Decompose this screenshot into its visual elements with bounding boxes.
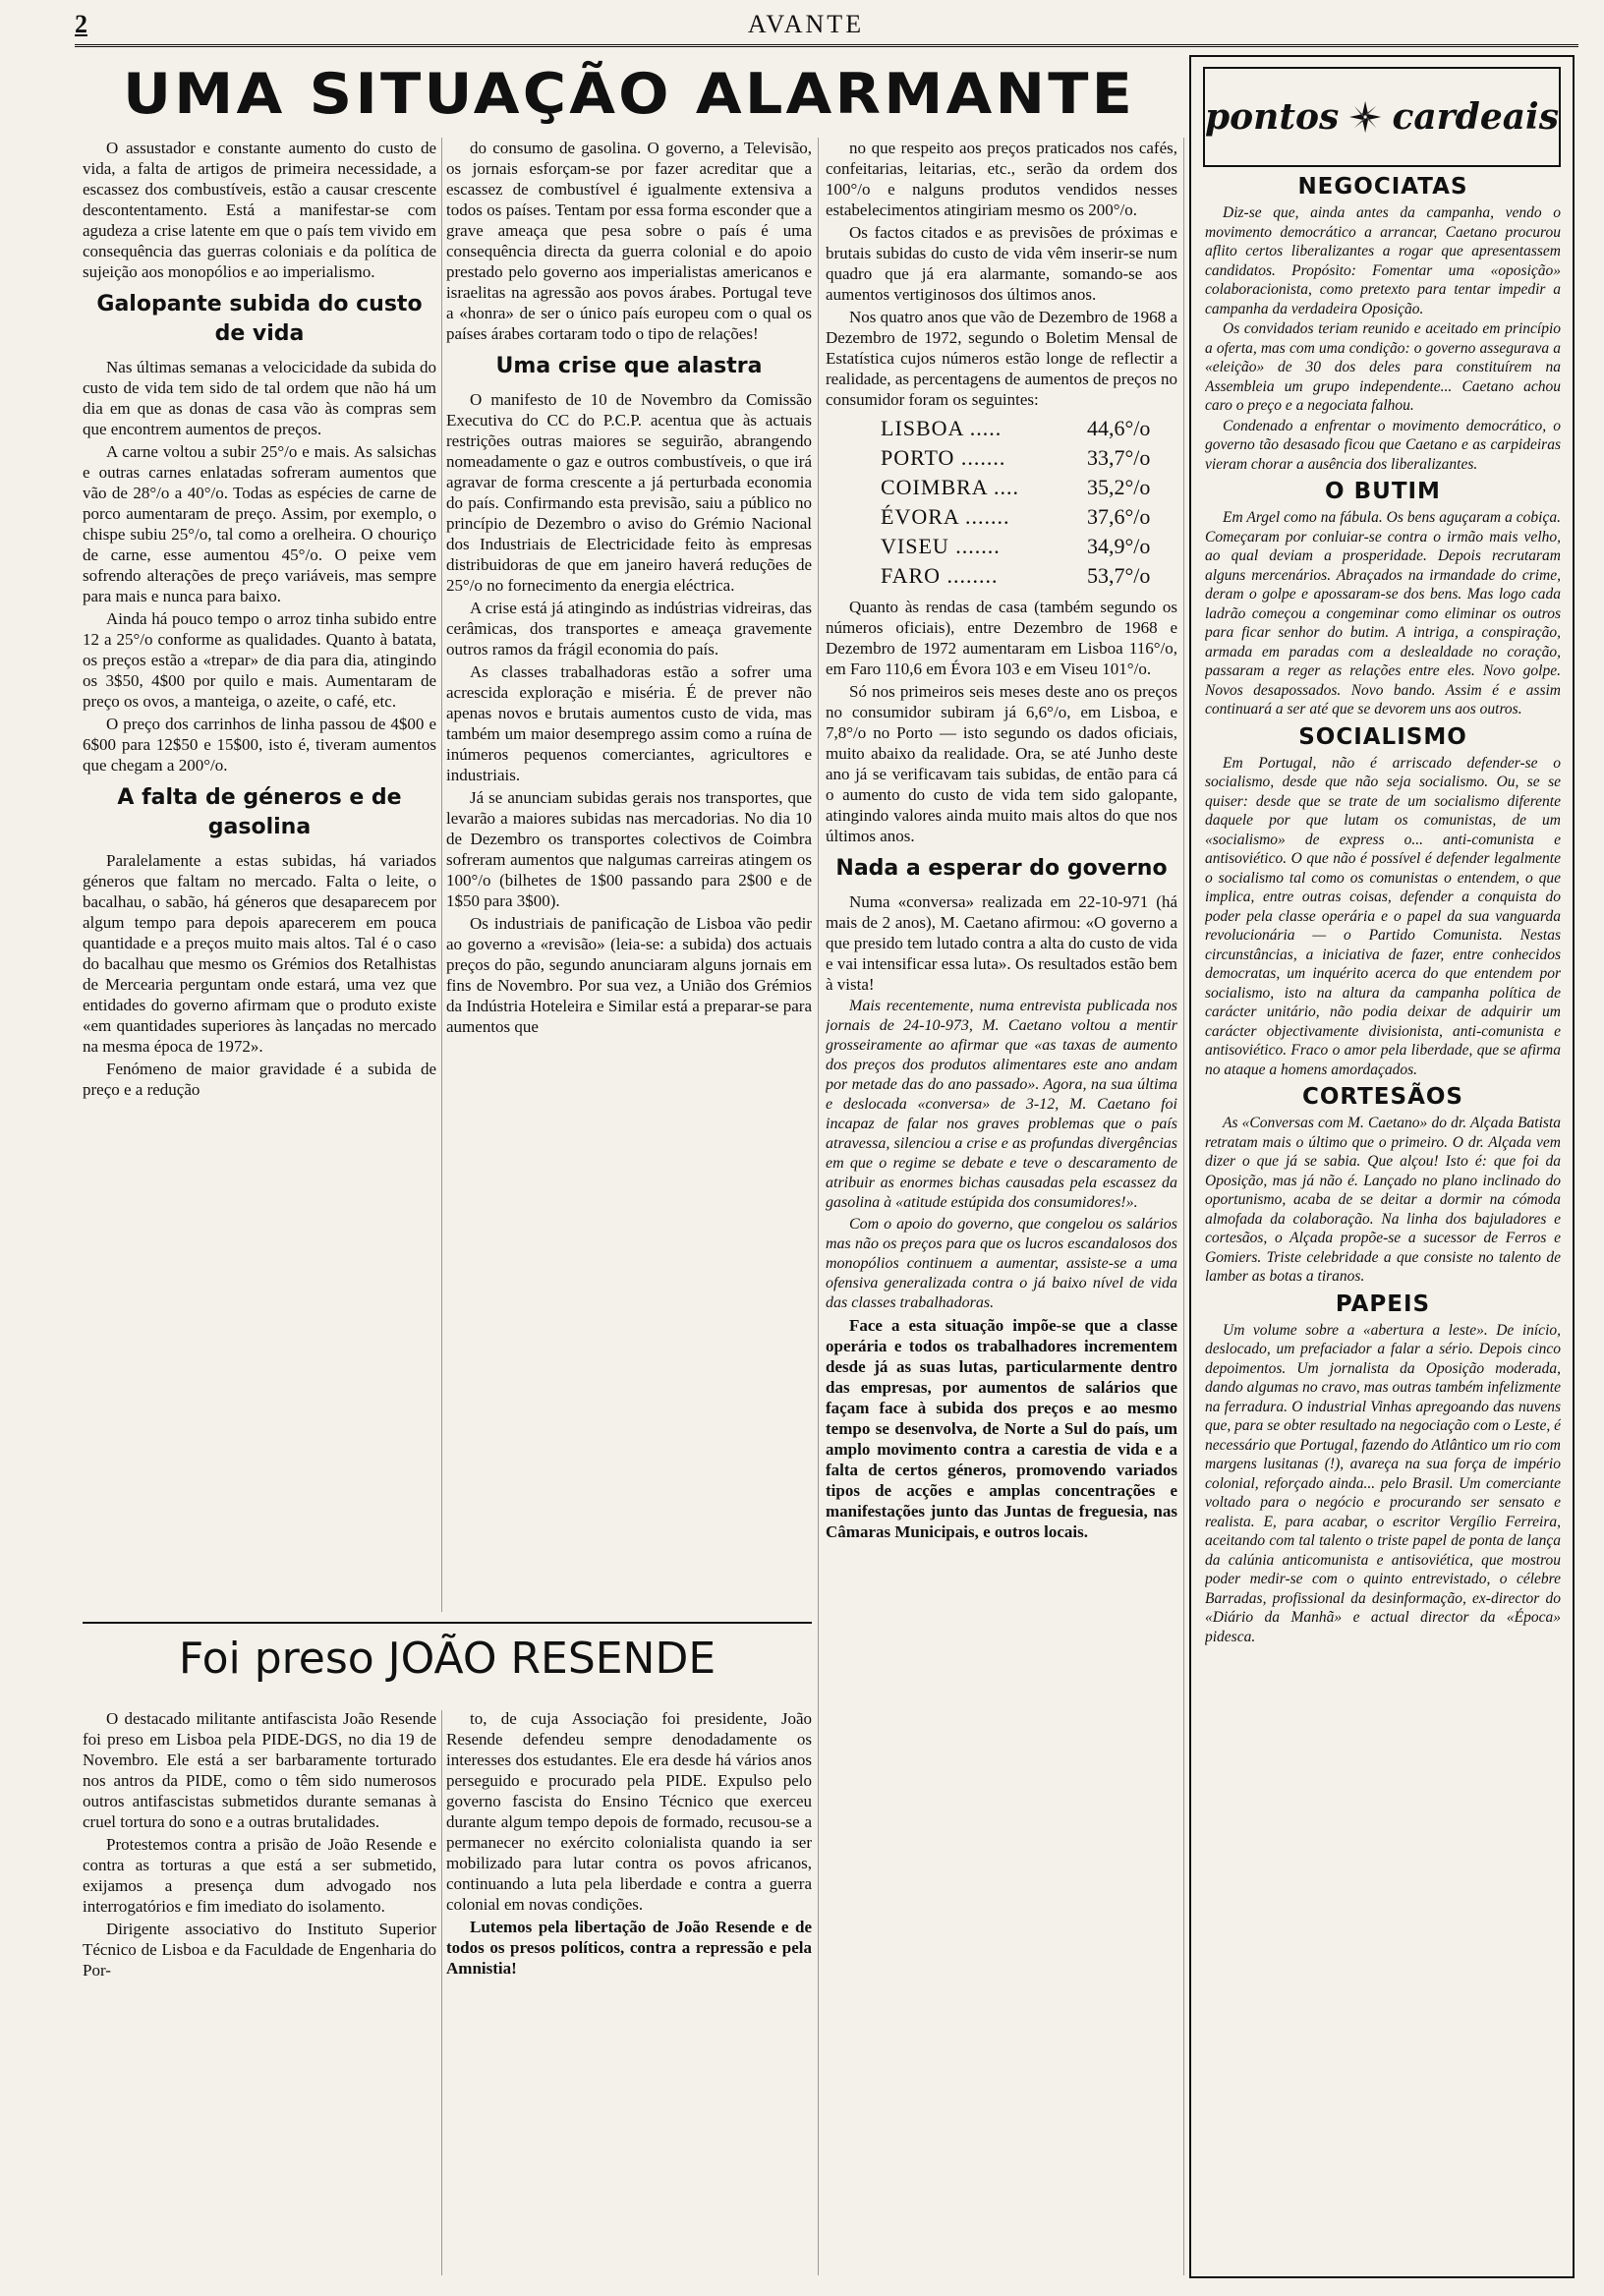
price-city: PORTO ....... [881,445,1006,470]
pontos-paragraph: Um volume sobre a «abertura a leste». De início, deslocado, um prefaciador a falar a sério. Depois cinco depoimentos. Um jornalista da Oposição moderada, dando algumas no cravo, mas outras também infelizmente na ferradura. O industrial Vinhas apregoando das nuvens que, para se obter resultado na negociação com o Leste, é necessário que Portugal, fazendo do Atlântico um rio com margens lusitanas (!), avareça na sua força de império colonial, reforçado ainda... pelo Brasil. Um comerciante voltado para o negócio e procurando ser sensato e realista. E, para acabar, o escritor Vergílio Ferreira, aceitando com tal talento o triste papel de ponta de lança da calúnia anticomunista e antisoviética, que mostrou poder medir-se com o quinto entrevistado, o célebre Barradas, profissional da desinformação, ex-director do «Diário da Manhã» e actual director da «Época» pidesca. [1205,1321,1561,1645]
price-increase-table [881,414,1177,591]
resende-col1-paragraph-1: Protestemos contra a prisão de João Resende e contra as torturas a que está a ser submetido, exijamos a presença dum advogado nos interrogatórios e fim imediato do isolamento. [83,1835,436,1916]
pontos-paragraph: As «Conversas com M. Caetano» do dr. Alçada Batista retratam mais o último que o primeiro. O dr. Alçada vem dizer o que já se sabia. Que alçou! Isto é: que foi da Oposição, mas já não é. Lançado no plano inclinado do oportunismo, acaba de se deitar a dormir na cómoda almofada da colaboração. Na linha dos bajuladores e cortesãos, o Alçada propõe-se a sucessor de Ferros e Gomiers. Triste celebridade a que consiste no talento de lamber as botas a tiranos. [1205,1115,1561,1285]
main-col-2 [446,138,812,1617]
logo-word-right: cardeais [1392,96,1559,138]
pontos-paragraph: Em Portugal, não é arriscado defender-se o socialismo, desde que não seja socialismo. Ou, se se quiser: desde que se trate de um socialismo diferente daquele por que lutam os comunistas, de um «socialismo» de express o... anti-comunista e antisoviético. O que não é possível é defender legalmente o socialismo tal como os comunistas o entendem, o que implica, entre outras coisas, defender a conquista do poder pela classe operária e o papel da sua vanguarda revolucionária — o Partido Comunista. Nestas circunstâncias, a iniciativa de fazer, entre conhecidos democratas, um inquérito acerca do que entendem por socialismo, isto na altura da campanha política de carácter unitário, não podia deixar de adquirir um carácter objectivamente divisionista, anti-comunista e antisoviético. Fraco o amor pela liberdade, que se afirma no ataque a homens amordaçados. [1205,754,1561,1078]
main-col2-paragraph-4: As classes trabalhadoras estão a sofrer uma acrescida exploração e miséria. É de prever não apenas novos e brutais aumentos custo de vida, mas também um maior desemprego assim como a ruína de inúmeros pequenos comerciantes, agricultores e industriais. [446,662,812,784]
main-col2-paragraph-2: O manifesto de 10 de Novembro da Comissão Executiva do CC do P.C.P. acentua que às actuais restrições outras maiores se seguirão, abrangendo nomeadamente o gaz e outros combustíveis, o que irá agravar de forma crescente a já perturbada economia do país. Confirmando esta previsão, saiu a público no princípio de Dezembro o aviso do Grémio Nacional dos Industriais de Electricidade feito às empresas distribuidoras de que em janeiro haverá reduções de 25°/o no fornecimento da energia eléctrica. [446,390,812,595]
main-col3-paragraph-0: no que respeito aos preços praticados nos cafés, confeitarias, leitarias, etc., serão da ordem dos 100°/o e nalguns produtos vendidos nesses estabelecimentos atingiriam mesmo os 200°/o. [826,139,1177,219]
main-col2-paragraph-5: Já se anunciam subidas gerais nos transportes, que levarão a maiores subidas nas mercadorias. No dia 10 de Dezembro os transportes colectivos de Coimbra sofreram aumentos que nalgumas carreiras atingem os 100°/o (bilhetes de 1$00 passando para 2$00 e de 1$50 para 3$00). [446,788,812,910]
logo-word-left: pontos [1205,96,1340,138]
main-col1-paragraph-5: O preço dos carrinhos de linha passou de 4$00 e 6$00 para 12$50 e 15$00, isto é, tiveram aumentos que chegam a 200°/o. [83,715,436,775]
main-col1-paragraph-2: Nas últimas semanas a velocicidade da subida do custo de vida tem sido de tal ordem que não há um dia em que as donas de casa vão às compras sem que encontrem aumentos de preços. [83,358,436,438]
resende-col2-paragraph-1: Lutemos pela libertação de João Resende e de todos os presos políticos, contra a repressão e pela Amnistia! [446,1918,812,1978]
main-col3b-paragraph-1: Só nos primeiros seis meses deste ano os preços no consumidor subiram já 6,6°/o, em Lisboa, e 7,8°/o no Porto — isto segundo os dados oficiais, muito abaixo da realidade. Ora, se até Junho deste ano já se verificavam tais subidas, de então para cá o aumento do custo de vida tem sido galopante, atingindo valores ainda muito mais altos do que nos últimos anos. [826,682,1177,845]
main-col3b-subheading-2: Nada a esperar do governo [835,856,1168,881]
pontos-section-title-cortesãos: CORTESÃOS [1302,1084,1463,1110]
price-pct: 44,6°/o [1087,416,1151,440]
main-col1-paragraph-3: A carne voltou a subir 25°/o e mais. As salsichas e outras carnes enlatadas sofreram aumentos que vão de 28°/o a 40°/o. Todas as espécies de carne de porco aumentaram de preço. Assim, por exemplo, o chispe subiu 25°/o, tal como a orelheira. O chouriço de carne, esse aumentou 45°/o. O peixe vem sofrendo alterações de preço variáveis, mas sempre para mais e nunca para baixo. [83,442,436,605]
main-col-3 [826,138,1177,2280]
call-to-action: Face a esta situação impõe-se que a classe operária e todos os trabalhadores incrementem desde já as suas lutas, particularmente dentro das empresas, por aumentos de salários que façam face à subida dos preços e ao mesmo tempo se desenvolva, de Norte a Sul do país, um amplo movimento contra a carestia de vida e a falta de certos géneros, promovendo variados tipos de acções e amplas concentrações e manifestações junto das Juntas de freguesia, nas Câmaras Municipais, e outros locais. [826,1316,1177,1541]
main-col2-subheading-1: Uma crise que alastra [495,354,763,378]
main-col1-paragraph-8: Fenómeno de maior gravidade é a subida de preço e a redução [83,1060,436,1099]
pontos-paragraph: Condenado a enfrentar o movimento democrático, o governo tão desasado ficou que Caetano e as carpideiras vieram chorar a ausência dos liberalizantes. [1205,417,1561,473]
price-row [881,473,1175,502]
pontos-content [1205,169,1561,2272]
pontos-cardeais-box [1189,55,1575,2278]
price-city: ÉVORA ....... [881,504,1010,529]
price-pct: 33,7°/o [1087,445,1151,470]
main-col1-subheading-6: A falta de géneros e de gasolina [117,785,402,839]
main-col1-subheading-1: Galopante subida do custo de vida [96,292,423,346]
main-col2-paragraph-3: A crise está já atingindo as indústrias vidreiras, das cerâmicas, dos transportes e ameaça gravemente outros ramos da frágil economia do país. [446,599,812,659]
price-pct: 53,7°/o [1087,563,1151,588]
main-headline: UMA SITUAÇÃO ALARMANTE [122,62,1136,127]
main-col3b-paragraph-3: Numa «conversa» realizada em 22-10-971 (há mais de 2 anos), M. Caetano afirmou: «O governo a que presido tem lutado contra a alta do custo de vida e vai intensificar essa luta». Os resultados estão bem à vista! [826,892,1177,994]
col-divider-2 [818,138,819,2275]
caetano-italic-2: Com o apoio do governo, que congelou os salários mas não os preços para que os lucros escandalosos dos monopólios continuem a aumentar, assiste-se a uma ofensiva generalizada contra o já baixo nível de vida das classes trabalhadoras. [826,1216,1177,1311]
main-col3-paragraph-1: Os factos citados e as previsões de próximas e brutais subidas do custo de vida vêm inserir-se num quadro que já era alarmante, somando-se aos aumentos vertiginosos dos últimos anos. [826,223,1177,304]
pontos-section-title-papeis: PAPEIS [1335,1291,1431,1317]
price-pct: 37,6°/o [1087,504,1151,529]
resende-col2-paragraph-0: to, de cuja Associação foi presidente, João Resende defendeu sempre denodadamente os interesses dos estudantes. Ele era desde há vários anos perseguido e procurado pela PIDE. Expulso pelo governo fascista do Ensino Técnico que exerceu durante algum tempo depois de formado, recusou-se a permanecer no exército colonialista quando ia ser mobilizado para lutar contra os povos africanos, continuando a luta pela liberdade e contra a guerra colonial em novas condições. [446,1709,812,1914]
col-divider-3 [1183,138,1184,2275]
resende-col1-paragraph-2: Dirigente associativo do Instituto Superior Técnico de Lisboa e da Faculdade de Engenharia do Por- [83,1920,436,1980]
price-row [881,532,1175,561]
pontos-section-title-negociatas: NEGOCIATAS [1297,174,1468,200]
caetano-italic: Mais recentemente, numa entrevista publicada nos jornais de 24-10-973, M. Caetano voltou a mentir grosseiramente ao afirmar que «as taxas de aumento dos preços dos produtos alimentares este ano andam por metade das do ano passado». Agora, na sua última e deslocada «conversa» de 3-12, M. Caetano foi incapaz de falar nos graves problemas que o país atravessa, silenciou a crise e as profundas divergências em que o regime se debate e teve o descaramento de atribuir as enormes bichas causadas pela escassez da gasolina à «atitude estúpida dos consumidores!». [826,998,1177,1211]
resende-col-1 [83,1708,436,2283]
resende-col1-paragraph-0: O destacado militante antifascista João Resende foi preso em Lisboa pela PIDE-DGS, no dia 19 de Novembro. Ele está a ser barbaramente torturado nos antros da PIDE, como o têm sido numerosos outros antifascistas submetidos durante semanas à cruel tortura do sono e a outras brutalidades. [83,1709,436,1831]
main-col1-paragraph-0: O assustador e constante aumento do custo de vida, a falta de artigos de primeira necessidade, a escassez dos combustíveis, estão a causar crescente descontentamento. Está a manifestar-se com agudeza a crise latente em que o país tem vivido em consequência das guerras coloniais e da política de sujeição aos monopólios e ao imperialismo. [83,139,436,281]
price-city: COIMBRA .... [881,475,1019,499]
resende-col-2 [446,1708,812,2283]
pontos-section-title-o butim: O BUTIM [1325,479,1441,504]
header-rule [75,44,1578,47]
pontos-logo [1203,67,1561,167]
resende-headline: Foi preso JOÃO RESENDE [178,1634,716,1684]
price-pct: 34,9°/o [1087,534,1151,558]
price-city: VISEU ....... [881,534,1001,558]
resende-top-rule [83,1622,812,1624]
pontos-paragraph: Diz-se que, ainda antes da campanha, vendo o movimento democrático a arrancar, Caetano procurou aflito certos liberalizantes a rogar que apresentassem candidatos. Propósito: Fomentar uma «oposição» colaboracionista, como pretexto para tentar impedir a campanha da verdadeira Oposição. [1205,204,1561,317]
main-col1-paragraph-4: Ainda há pouco tempo o arroz tinha subido entre 12 a 25°/o conforme as qualidades. Quanto à batata, os preços estão a «trepar» de dia para dia, atingindo os 3$50, 4$00 por quilo e mais. Aumentaram de preço os ovos, a manteiga, o azeite, o café, etc. [83,609,436,711]
main-col3-paragraph-2: Nos quatro anos que vão de Dezembro de 1968 a Dezembro de 1972, segundo o Boletim Mensal de Estatística cujos números estão longe de reflectir a realidade, as percentagens de aumentos de preços no consumidor foram os seguintes: [826,308,1177,409]
pontos-section-title-socialismo: SOCIALISMO [1298,723,1467,750]
main-col2-paragraph-0: do consumo de gasolina. O governo, a Televisão, os jornais esforçam-se por fazer acreditar que a escassez de combustível é igualmente extensiva a todos os países. Tentam por essa forma esconder que a grave ameaça que pesa sobre o país é uma consequência directa da guerra colonial e do apoio prestado pelo governo aos imperialistas americanos e israelitas na agressão aos povos árabes. Portugal teve a «honra» de ser o único país europeu com o qual os países árabes cortaram todo o tipo de relações! [446,139,812,343]
pontos-paragraph: Os convidados teriam reunido e aceitado em princípio a oferta, mas com uma condição: o governo assegurava a «eleição» de 30 dos deles para constituírem na Assembleia um grupo independente... Caetano achou caro o preço e a negociata falhou. [1205,320,1561,414]
compass-rose-icon [1348,83,1382,151]
main-col-1 [83,138,436,1617]
main-col1-paragraph-7: Paralelamente a estas subidas, há variados géneros que faltam no mercado. Falta o leite, o bacalhau, o sabão, há géneros que desaparecem por algum tempo para depois aparecerem em pouca quantidade e a preços muito mais altos. Tal é o caso do bacalhau que mesmo os Grémios dos Retalhistas de Mercearia perguntam onde estará, uma vez que entidades do governo afirmam que o produto existe «em quantidades superiores às lançadas no mercado na mesma época de 1972». [83,851,436,1056]
price-city: LISBOA ..... [881,416,1002,440]
col-divider-1 [441,138,442,1612]
price-row [881,414,1175,443]
price-row [881,561,1175,591]
main-col2-paragraph-6: Os industriais de panificação de Lisboa vão pedir ao governo a «revisão» (leia-se: a subida) dos actuais preços do pão, segundo anunciaram alguns jornais em fins de Novembro. Por sua vez, a União dos Grémios da Indústria Hoteleira e Similar está a preparar-se para aumentos que [446,914,812,1036]
pontos-paragraph: Em Argel como na fábula. Os bens aguçaram a cobiça. Começaram por conluiar-se contra o irmão mais velho, ao qual deviam a prosperidade. Depois recrutaram alguns mercenários. Abraçados na irmandade do crime, deram o golpe e apossaram-se dos bens. Mas logo cada ladrão começou a congeminar como eliminar os outros para ficar senhor do butim. A intriga, a conspiração, armada em paradas com a deslealdade no coração, passaram a reger as relações entre eles. Novo golpe. Novos desapossados. Novo bando. Assim é e assim continuará a ser até que se devorem uns aos outros. [1205,509,1561,718]
price-row [881,502,1175,532]
resende-divider [441,1710,442,2275]
page-number: 2 [75,10,87,38]
masthead-title: AVANTE [747,10,865,38]
price-pct: 35,2°/o [1087,475,1151,499]
price-city: FARO ........ [881,563,999,588]
price-row [881,443,1175,473]
main-col3b-paragraph-0: Quanto às rendas de casa (também segundo os números oficiais), entre Dezembro de 1968 e Dezembro de 1972 aumentaram em Lisboa 116°/o, em Faro 110,6 em Évora 103 e em Viseu 101°/o. [826,598,1177,678]
